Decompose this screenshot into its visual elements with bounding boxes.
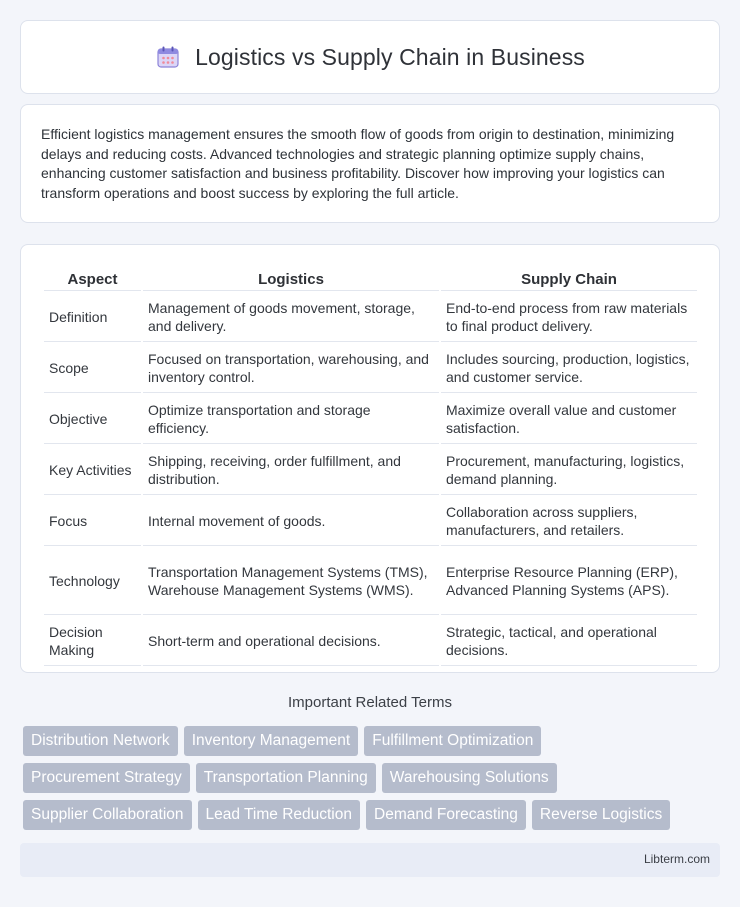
logistics-cell: Shipping, receiving, order fulfillment, and distribution. [143,446,439,495]
table-row [44,497,697,546]
logistics-cell: Management of goods movement, storage, and delivery. [143,293,439,342]
comparison-card [20,244,720,673]
header-logistics: Logistics [143,267,439,291]
related-term-tag[interactable]: Demand Forecasting [366,800,526,830]
header-aspect: Aspect [44,267,141,291]
supply-chain-cell: Procurement, manufacturing, logistics, demand planning. [441,446,697,495]
aspect-cell: Focus [44,497,141,546]
intro-card [20,104,720,223]
related-terms-row [23,800,723,830]
logistics-cell: Short-term and operational decisions. [143,617,439,666]
supply-chain-cell: Includes sourcing, production, logistics, and customer service. [441,344,697,393]
supply-chain-cell: Enterprise Resource Planning (ERP), Advanced Planning Systems (APS). [441,548,697,615]
table-row [44,446,697,495]
table-row [44,293,697,342]
footer-site-link[interactable]: Libterm.com [643,852,710,866]
title-card [20,20,720,94]
intro-text: Efficient logistics management ensures the smooth flow of goods from origin to destination, minimizing delays and reducing costs. Advanced technologies and strategic planning optimize supply chains, enhancing customer satisfaction and business profitability. Discover how improving your logistics can transform operations and boost success by exploring the full article. [41,126,675,201]
aspect-cell: Scope [44,344,141,393]
title-wrap [155,44,585,71]
related-term-tag[interactable]: Fulfillment Optimization [364,726,541,756]
related-term-tag[interactable]: Transportation Planning [196,763,376,793]
footer [20,843,720,877]
supply-chain-cell: Strategic, tactical, and operational decisions. [441,617,697,666]
related-terms-row [23,763,723,793]
related-terms-heading: Important Related Terms [288,694,452,711]
related-term-tag[interactable]: Distribution Network [23,726,178,756]
table-header-row [44,267,697,291]
table-row [44,548,697,615]
related-term-tag[interactable]: Inventory Management [184,726,359,756]
related-term-tag[interactable]: Lead Time Reduction [198,800,360,830]
calendar-icon [155,44,181,70]
table-row [44,617,697,666]
table-row [44,395,697,444]
related-term-tag[interactable]: Procurement Strategy [23,763,190,793]
logistics-cell: Internal movement of goods. [143,497,439,546]
logistics-cell: Focused on transportation, warehousing, and inventory control. [143,344,439,393]
aspect-cell: Objective [44,395,141,444]
related-term-tag[interactable]: Reverse Logistics [532,800,670,830]
aspect-cell: Definition [44,293,141,342]
related-term-tag[interactable]: Warehousing Solutions [382,763,557,793]
logistics-cell: Optimize transportation and storage efficiency. [143,395,439,444]
related-terms-row [23,726,723,756]
logistics-cell: Transportation Management Systems (TMS), Warehouse Management Systems (WMS). [143,548,439,615]
supply-chain-cell: Maximize overall value and customer satisfaction. [441,395,697,444]
related-term-tag[interactable]: Supplier Collaboration [23,800,192,830]
aspect-cell: Key Activities [44,446,141,495]
table-row [44,344,697,393]
page-title: Logistics vs Supply Chain in Business [195,43,585,70]
supply-chain-cell: Collaboration across suppliers, manufacturers, and retailers. [441,497,697,546]
comparison-table [42,265,699,668]
supply-chain-cell: End-to-end process from raw materials to final product delivery. [441,293,697,342]
aspect-cell: Technology [44,548,141,615]
aspect-cell: Decision Making [44,617,141,666]
header-supply-chain: Supply Chain [441,267,697,291]
